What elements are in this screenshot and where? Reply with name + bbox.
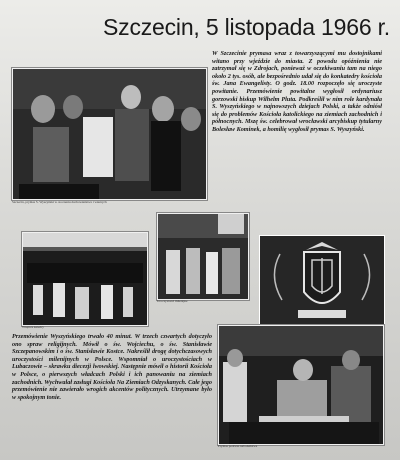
- photo-ceremony-image: [158, 214, 248, 299]
- primate-coat-of-arms-icon: [260, 236, 384, 328]
- photo-crowd-arrival-caption: Szczecin, prymas S. Wyszyński w otoczeniu duchowieństwa i wiernych: [12, 200, 107, 204]
- photo-mass: [218, 325, 384, 445]
- photo-crowd-arrival-image: [13, 69, 206, 199]
- photo-ceremony-caption: Uroczystości milenijne: [157, 299, 188, 303]
- coat-of-arms-panel: [259, 235, 385, 329]
- speech-paragraph: Przemówienie Wyszyńskiego trwało 40 minut. W trzech czwartych dotyczyło ono spraw religijnych. Mówił o św. Wojciechu, o św. Stanisławie Szczepanowskim i o św. Stanisławie Kostce. Nakreślił drogę dotychczasowych uroczystości milenijnych w Polsce. Wspomniał o uroczystościach w Lubaczowie – skrawku diecezji lwowskiej. Następnie mówił o historii Kościoła w Polsce, o pierwszych władcach Polski i ich panowaniu na ziemiach zachodnich. Wychwalał zasługi Kościoła Na Ziemiach Odzyskanych. Całe jego przemówienie nie zawierało wrogich akcentów politycznych. Utrzymane było w spokojnym tonie.: [12, 333, 212, 401]
- photo-cathedral-interior-image: [23, 233, 147, 325]
- photo-mass-image: [219, 326, 383, 444]
- intro-paragraph: W Szczecinie prymasa wraz z towarzyszącymi mu dostojnikami witano przy wjeździe do miasta. Z powodu opóźnienia nie zatrzymał się w Zdrojach, ponieważ w oczekiwaniu tam na niego około 2 tys. osób, ale bezpośrednio udał się do konkatedry kościoła św. Jana Ewangelisty. O godz. 18.00 rozpoczęło się uroczyste powitanie. Przemówienie powitalne wygłosił ordynariusz gorzowski biskup Wilhelm Pluta. Podkreślił w nim role kardynała S. Wyszyńskiego w najnowszych dziejach Polski, a także odniósł się do problemów Kościoła katolickiego na ziemiach zachodnich i północnych. Mszę św. celebrował wrocławski arcybiskup tytularny Bolesław Kominek, a homilię wygłosił prymas S. Wyszyński.: [212, 50, 382, 133]
- photo-cathedral-interior-caption: Wnętrze katedry: [22, 325, 44, 329]
- page-title: Szczecin, 5 listopada 1966 r.: [103, 14, 390, 40]
- photo-ceremony: [157, 213, 249, 300]
- photo-crowd-arrival: [12, 68, 207, 200]
- photo-mass-caption: Prymas podczas nabożeństwa: [218, 444, 258, 448]
- photo-cathedral-interior: [22, 232, 148, 326]
